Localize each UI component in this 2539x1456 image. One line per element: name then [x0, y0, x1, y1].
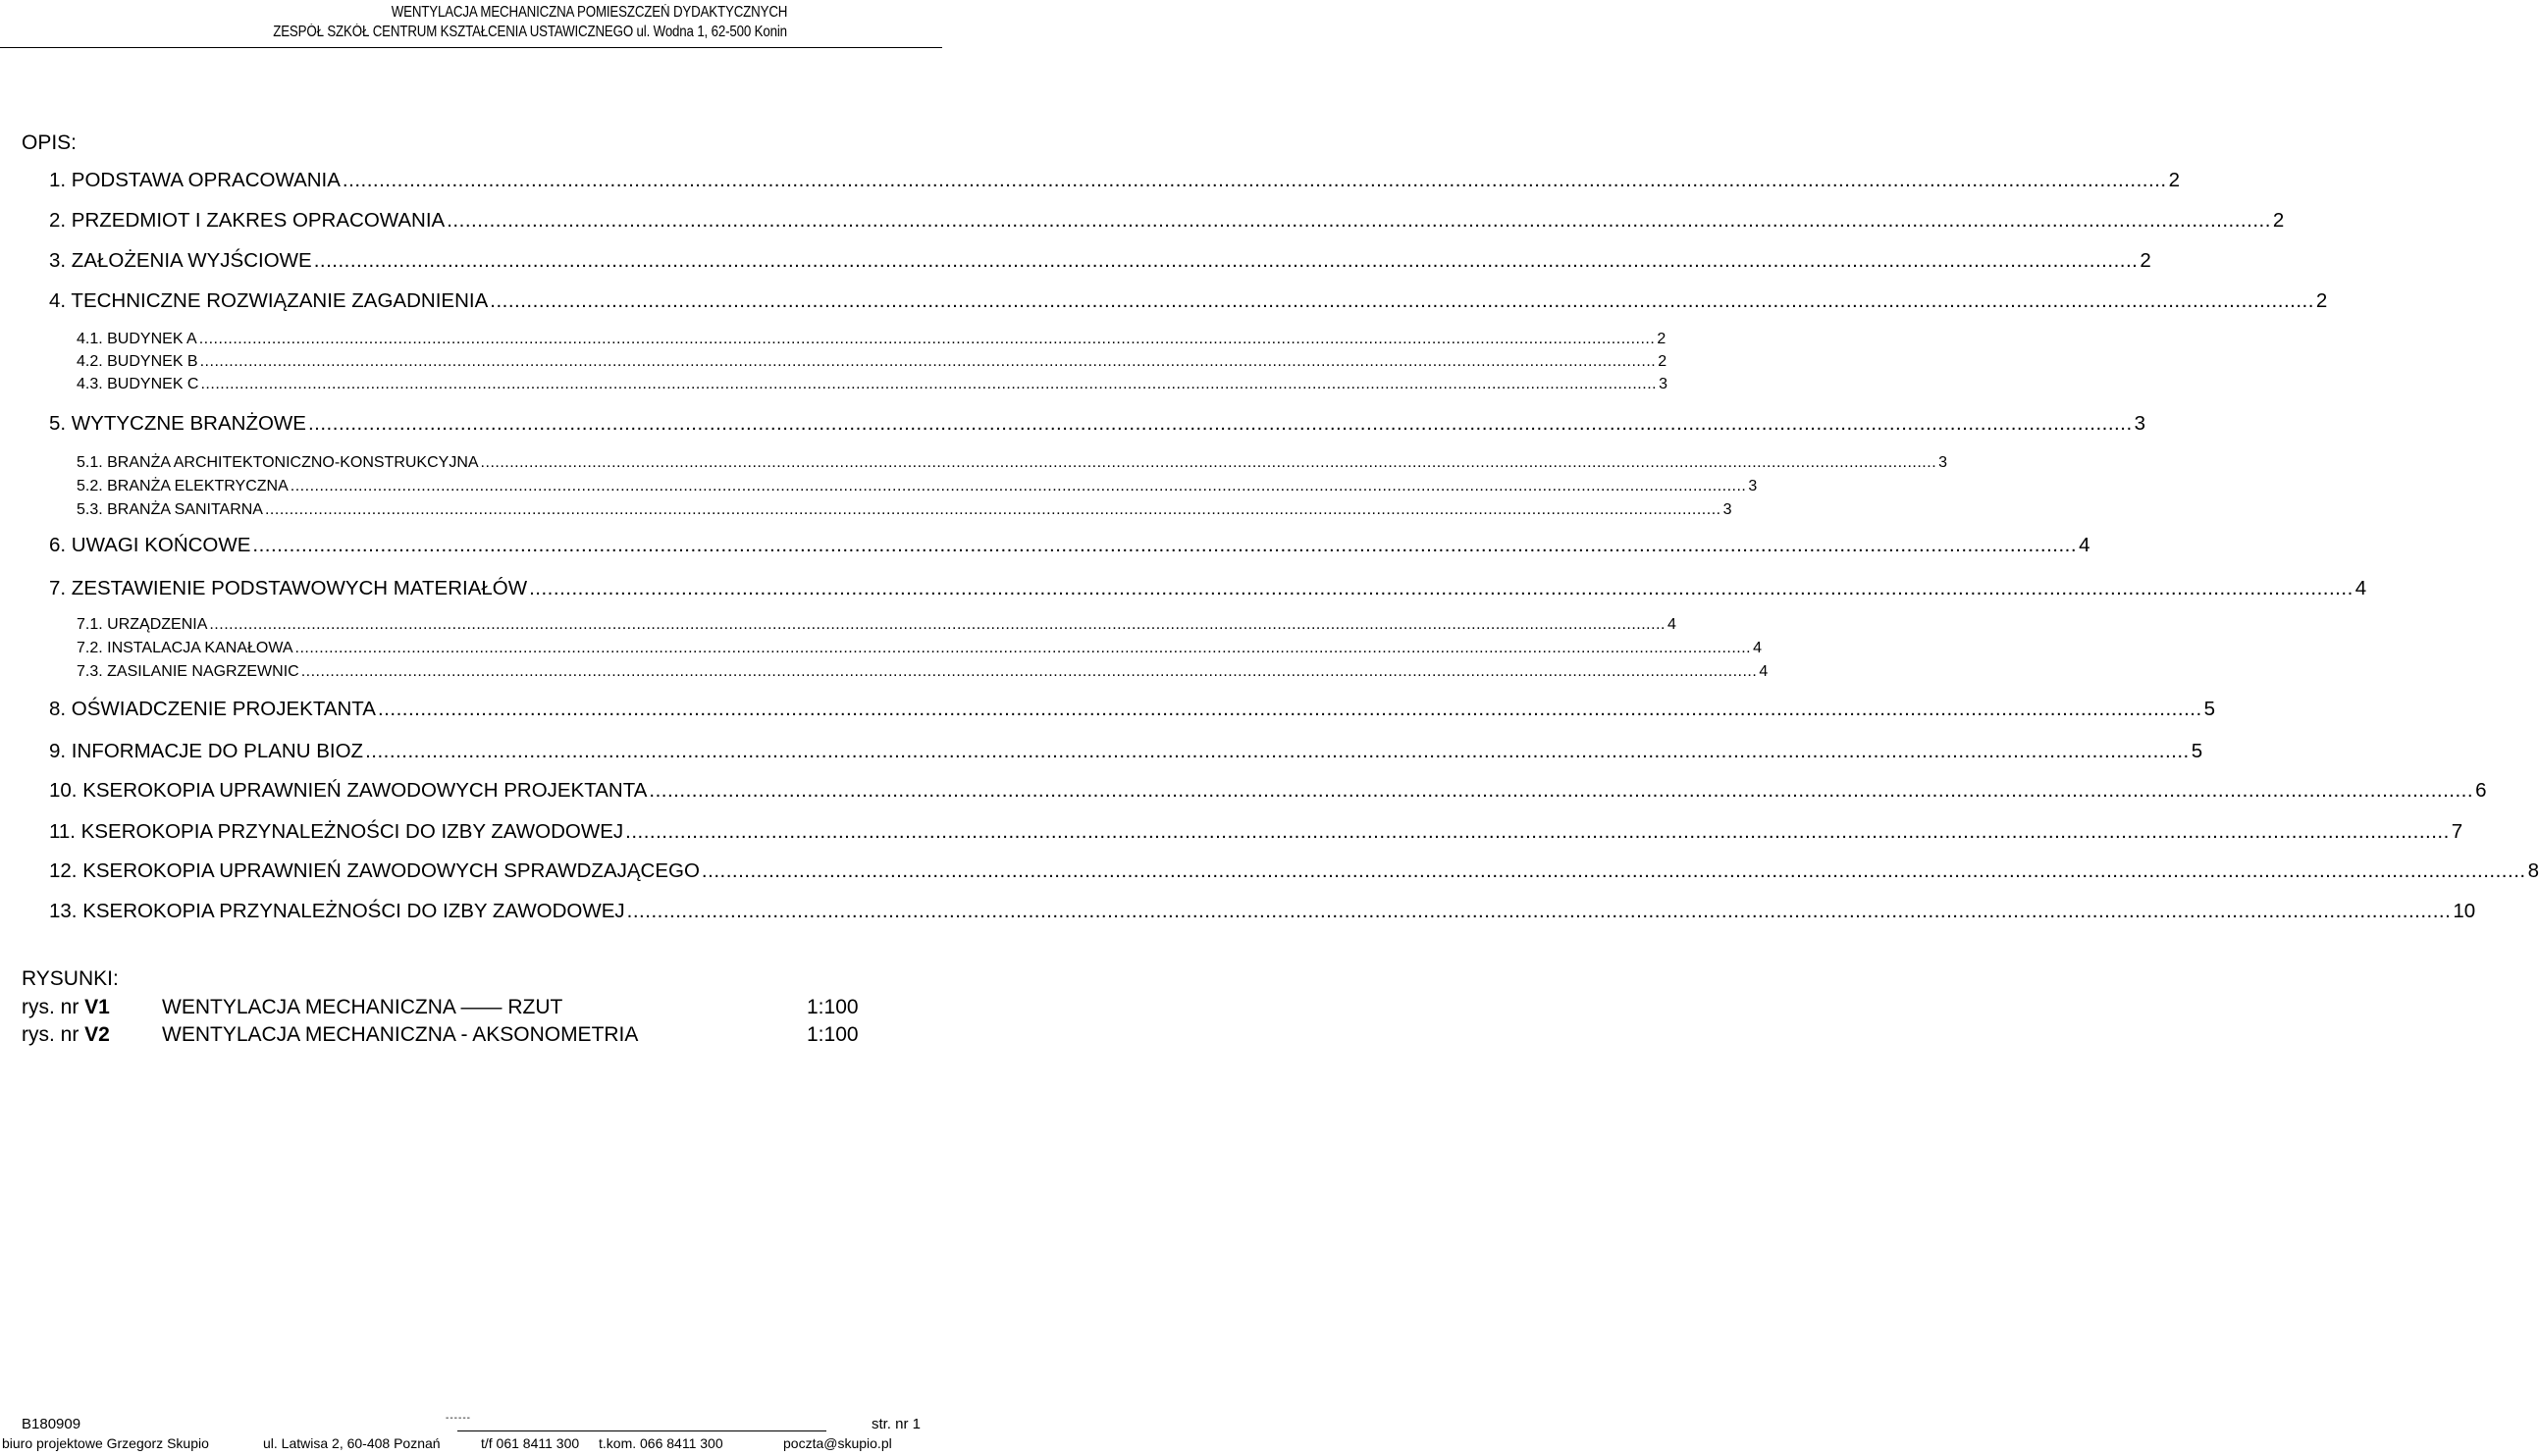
toc-entry: [49, 740, 2203, 765]
toc-entry-title: 10. KSEROKOPIA UPRAWNIEŃ ZAWODOWYCH PROJEKTANTA: [49, 779, 648, 802]
toc-entry-title: 7.1. URZĄDZENIA: [77, 616, 208, 633]
toc-entry-page: 4: [1759, 663, 1769, 680]
toc-leader-dots: ............................................................................................................................................................................................................................................................................................................: [625, 820, 2450, 843]
toc-entry-page: 5: [2191, 740, 2203, 762]
toc-entry-title: 4. TECHNICZNE ROZWIĄZANIE ZAGADNIENIA: [49, 289, 489, 312]
footer-rule: [457, 1430, 826, 1431]
toc-leader-dots: ............................................................................................................................................................................................................................................................................................................: [701, 859, 2526, 882]
toc-leader-dots: ............................................................................................................................................................................................................................................................................................................: [198, 331, 1656, 347]
drawing-prefix: rys. nr V1: [22, 996, 110, 1018]
drawing-title: WENTYLACJA MECHANICZNA ―― RZUT: [162, 996, 563, 1018]
toc-entry: [77, 663, 1769, 689]
toc-leader-dots: ............................................................................................................................................................................................................................................................................................................: [377, 698, 2202, 720]
footer-address: ul. Latwisa 2, 60-408 Poznań: [263, 1435, 441, 1451]
toc-entry-title: 1. PODSTAWA OPRACOWANIA: [49, 169, 341, 191]
toc-entry-title: 5.3. BRANŻA SANITARNA: [77, 501, 263, 518]
toc-entry-page: 4: [2354, 577, 2367, 599]
toc-entry-page: 2: [2315, 289, 2328, 312]
toc-entry-page: 4: [1666, 616, 1676, 633]
toc-entry: [49, 820, 2463, 846]
toc-entry-page: 3: [1659, 376, 1667, 392]
footer-phone: t/f 061 8411 300: [481, 1435, 580, 1451]
drawing-row-v2: [22, 1023, 885, 1049]
toc-leader-dots: ............................................................................................................................................................................................................................................................................................................: [200, 376, 1658, 392]
toc-leader-dots: ............................................................................................................................................................................................................................................................................................................: [365, 740, 2190, 762]
toc-entry: [49, 698, 2216, 723]
toc-leader-dots: ............................................................................................................................................................................................................................................................................................................: [290, 478, 1747, 494]
toc-entry-title: 4.2. BUDYNEK B: [77, 353, 198, 370]
page-header: [0, 2, 942, 48]
toc-leader-dots: ............................................................................................................................................................................................................................................................................................................: [300, 663, 1758, 680]
toc-leader-dots: ............................................................................................................................................................................................................................................................................................................: [209, 616, 1666, 633]
toc-entry-page: 10: [2453, 900, 2476, 922]
toc-entry: [77, 616, 1676, 642]
toc-entry-title: 4.3. BUDYNEK C: [77, 376, 199, 392]
footer-email: poczta@skupio.pl: [783, 1435, 892, 1451]
footer-mobile: t.kom. 066 8411 300: [599, 1435, 723, 1451]
toc-entry-page: 2: [2272, 209, 2285, 232]
rysunki-heading: RYSUNKI:: [22, 967, 119, 990]
toc-leader-dots: ............................................................................................................................................................................................................................................................................................................: [199, 353, 1657, 370]
toc-entry: [77, 454, 1948, 480]
toc-entry-page: 2: [1657, 331, 1666, 347]
toc-leader-dots: ............................................................................................................................................................................................................................................................................................................: [252, 534, 2078, 556]
toc-entry-title: 5.1. BRANŻA ARCHITEKTONICZNO-KONSTRUKCYJNA: [77, 454, 479, 471]
toc-entry: [49, 900, 2476, 925]
toc-leader-dots: ............................................................................................................................................................................................................................................................................................................: [342, 169, 2167, 191]
toc-leader-dots: ............................................................................................................................................................................................................................................................................................................: [447, 209, 2271, 232]
toc-entry-title: 7. ZESTAWIENIE PODSTAWOWYCH MATERIAŁÓW: [49, 577, 528, 599]
toc-entry: [49, 249, 2151, 275]
footer-office: biuro projektowe Grzegorz Skupio: [2, 1435, 209, 1451]
footer-dashes: ------: [446, 1413, 471, 1424]
document-reference: B180909: [22, 1416, 81, 1432]
toc-entry-title: 7.2. INSTALACJA KANAŁOWA: [77, 640, 293, 656]
toc-entry: [49, 779, 2487, 805]
toc-leader-dots: ............................................................................................................................................................................................................................................................................................................: [480, 454, 1937, 471]
toc-entry-title: 9. INFORMACJE DO PLANU BIOZ: [49, 740, 364, 762]
toc-entry-title: 3. ZAŁOŻENIA WYJŚCIOWE: [49, 249, 312, 272]
toc-leader-dots: ............................................................................................................................................................................................................................................................................................................: [307, 412, 2133, 435]
toc-entry-title: 12. KSEROKOPIA UPRAWNIEŃ ZAWODOWYCH SPRAWDZAJĄCEGO: [49, 859, 700, 882]
toc-entry: [49, 169, 2180, 194]
toc-entry-title: 13. KSEROKOPIA PRZYNALEŻNOŚCI DO IZBY ZAWODOWEJ: [49, 900, 625, 922]
toc-entry-page: 4: [2079, 534, 2090, 556]
toc-entry-title: 11. KSEROKOPIA PRZYNALEŻNOŚCI DO IZBY ZAWODOWEJ: [49, 820, 624, 843]
toc-entry-page: 3: [1748, 478, 1758, 494]
header-address: ZESPÓŁ SZKÓŁ CENTRUM KSZTAŁCENIA USTAWICZNEGO ul. Wodna 1, 62-500 Konin: [273, 24, 787, 40]
page-number: str. nr 1: [871, 1416, 921, 1432]
opis-heading: OPIS:: [22, 131, 78, 154]
toc-entry-page: 8: [2527, 859, 2539, 882]
toc-entry: [49, 577, 2367, 602]
toc-entry: [77, 478, 1758, 503]
toc-entry-page: 3: [2134, 412, 2146, 435]
drawing-prefix: rys. nr V2: [22, 1023, 110, 1046]
toc-entry-page: 4: [1753, 640, 1763, 656]
toc-entry: [77, 376, 1667, 401]
toc-entry-page: 3: [1938, 454, 1948, 471]
drawing-title: WENTYLACJA MECHANICZNA - AKSONOMETRIA: [162, 1023, 639, 1046]
footer-contact: [0, 1435, 942, 1455]
toc-entry: [77, 640, 1763, 665]
toc-entry: [77, 501, 1732, 527]
toc-entry-title: 8. OŚWIADCZENIE PROJEKTANTA: [49, 698, 376, 720]
header-title: WENTYLACJA MECHANICZNA POMIESZCZEŃ DYDAKTYCZNYCH: [391, 4, 787, 21]
toc-entry: [49, 289, 2328, 315]
drawing-scale: 1:100: [807, 1023, 859, 1046]
toc-leader-dots: ............................................................................................................................................................................................................................................................................................................: [626, 900, 2452, 922]
toc-entry-page: 2: [2168, 169, 2180, 191]
toc-entry-page: 2: [1658, 353, 1667, 370]
drawing-scale: 1:100: [807, 996, 859, 1018]
toc-entry: [49, 859, 2539, 885]
toc-entry-page: 2: [2140, 249, 2151, 272]
toc-entry-page: 7: [2451, 820, 2463, 843]
toc-leader-dots: ............................................................................................................................................................................................................................................................................................................: [313, 249, 2139, 272]
toc-entry-title: 7.3. ZASILANIE NAGRZEWNIC: [77, 663, 299, 680]
toc-entry: [49, 209, 2285, 234]
toc-entry-page: 5: [2203, 698, 2216, 720]
toc-entry: [49, 412, 2146, 438]
toc-leader-dots: ............................................................................................................................................................................................................................................................................................................: [264, 501, 1721, 518]
toc-entry-title: 2. PRZEDMIOT I ZAKRES OPRACOWANIA: [49, 209, 446, 232]
toc-entry-title: 5.2. BRANŻA ELEKTRYCZNA: [77, 478, 289, 494]
toc-entry: [49, 534, 2090, 559]
toc-entry-title: 5. WYTYCZNE BRANŻOWE: [49, 412, 306, 435]
toc-entry-title: 6. UWAGI KOŃCOWE: [49, 534, 251, 556]
toc-entry-page: 3: [1722, 501, 1732, 518]
toc-leader-dots: ............................................................................................................................................................................................................................................................................................................: [294, 640, 1752, 656]
toc-leader-dots: ............................................................................................................................................................................................................................................................................................................: [490, 289, 2314, 312]
drawing-code: V2: [84, 1023, 110, 1046]
drawing-code: V1: [84, 996, 110, 1018]
toc-entry-page: 6: [2475, 779, 2487, 802]
toc-leader-dots: ............................................................................................................................................................................................................................................................................................................: [529, 577, 2354, 599]
drawing-row-v1: [22, 996, 885, 1021]
toc-leader-dots: ............................................................................................................................................................................................................................................................................................................: [649, 779, 2474, 802]
toc-entry-title: 4.1. BUDYNEK A: [77, 331, 197, 347]
